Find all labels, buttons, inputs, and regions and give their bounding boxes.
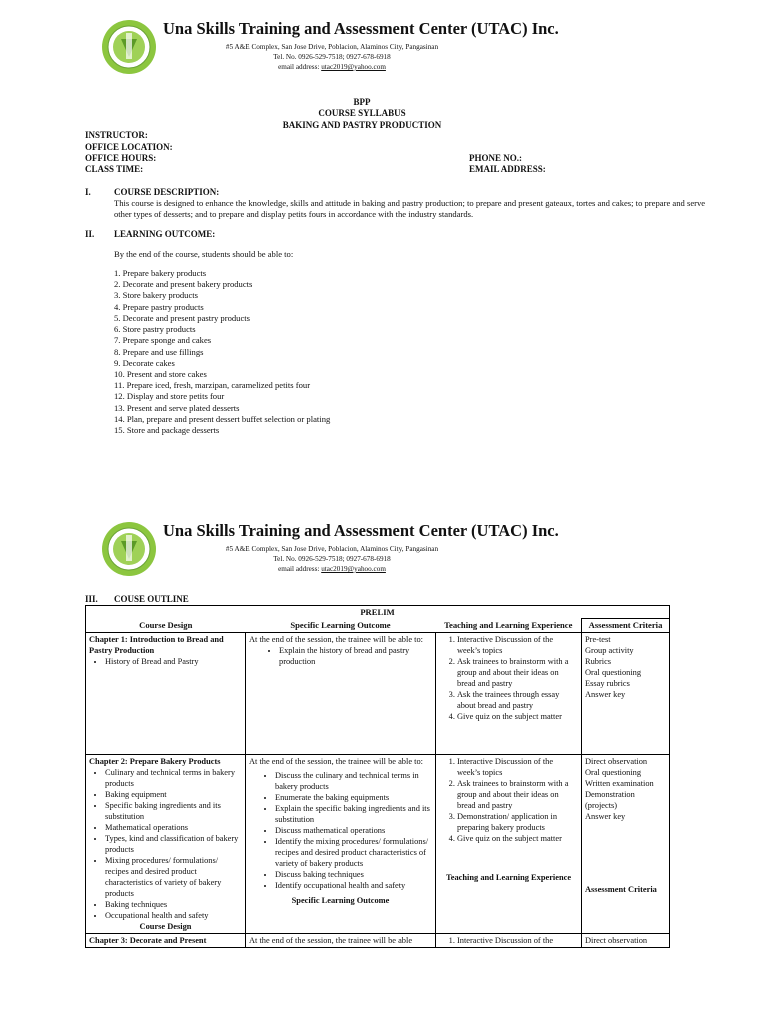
ch2-assessment [582, 755, 670, 934]
list-item: 13. Present and serve plated desserts [114, 403, 240, 413]
ch3-slo-intro: At the end of the session, the trainee will be able [246, 934, 436, 948]
list-item: 8. Prepare and use fillings [114, 347, 204, 357]
list-item: 3. Store bakery products [114, 290, 199, 300]
page1-header [0, 19, 768, 81]
table-row [86, 755, 670, 934]
email-label: email address: [278, 63, 322, 71]
repeat-header-slo: Specific Learning Outcome [291, 896, 390, 905]
ch1-title: Chapter 1: Introduction to Bread and Pastry Production [89, 635, 224, 655]
address: #5 A&E Complex, San Jose Drive, Poblacion, Alaminos City, Pangasinan [225, 43, 439, 51]
address: #5 A&E Complex, San Jose Drive, Poblacion, Alaminos City, Pangasinan [225, 545, 439, 553]
email-link[interactable]: utac2019@yahoo.com [321, 63, 386, 71]
email-address-label: EMAIL ADDRESS: [469, 164, 546, 174]
ch1-tle-item: 4. Give quiz on the subject matter [457, 711, 578, 722]
email-line [0, 63, 664, 71]
ch1-tle-item: 1. Interactive Discussion of the week’s topics [457, 634, 578, 656]
title-bpp: BPP [353, 97, 371, 107]
ch1-assessment-item: Rubrics [585, 657, 612, 666]
table-row [86, 633, 670, 755]
list-item: 1. Prepare bakery products [114, 268, 207, 278]
ch2-assessment-item: Written examination [585, 779, 654, 788]
ch2-assessment-item: Direct observation [585, 757, 648, 766]
ch3-tle [436, 934, 582, 948]
instructor-label: INSTRUCTOR: [85, 130, 148, 140]
header-row [86, 619, 670, 633]
table-row [86, 934, 670, 948]
section2-number: II. [85, 229, 95, 239]
list-item: 9. Decorate cakes [114, 358, 175, 368]
ch2-topic: • Baking techniques [105, 899, 242, 910]
ch1-assessment-item: Answer key [585, 690, 626, 699]
list-item: 2. Decorate and present bakery products [114, 279, 253, 289]
ch2-assessment-item: Oral questioning [585, 768, 642, 777]
ch1-assessment-item: Group activity [585, 646, 634, 655]
ch2-course-design [86, 755, 246, 934]
ch2-slo-item: • Discuss baking techniques [275, 869, 432, 880]
ch1-assessment [582, 633, 670, 755]
list-item: 11. Prepare iced, fresh, marzipan, caramelized petits four [114, 380, 311, 390]
class-time-label: CLASS TIME: [85, 164, 144, 174]
ch2-slo-item: • Discuss mathematical operations [275, 825, 432, 836]
title-syllabus: COURSE SYLLABUS [318, 108, 406, 118]
list-item: 5. Decorate and present pastry products [114, 313, 251, 323]
ch1-tle-item: 3. Ask the trainees through essay about bread and pastry [457, 689, 578, 711]
list-item: 15. Store and package desserts [114, 425, 220, 435]
repeat-header-tle: Teaching and Learning Experience [445, 873, 572, 882]
ch2-title: Chapter 2: Prepare Bakery Products [89, 757, 221, 766]
section3-heading: COUSE OUTLINE [114, 594, 189, 604]
ch1-course-design [86, 633, 246, 755]
section1-number: I. [85, 187, 91, 197]
ch2-topic: • Baking equipment [105, 789, 242, 800]
ch3-title: Chapter 3: Decorate and Present [86, 934, 246, 948]
org-name: Una Skills Training and Assessment Center (UTAC) Inc. [163, 19, 559, 38]
section3-number: III. [85, 594, 98, 604]
ch2-topic: • Mathematical operations [105, 822, 242, 833]
ch3-tle-item: 1. Interactive Discussion of the [457, 935, 578, 946]
ch2-slo-item: • Identify the mixing procedures/ formulations/ recipes and desired product characteristics of variety of bakery products [275, 836, 432, 869]
learning-outcome-intro: By the end of the course, students should be able to: [114, 249, 294, 259]
email-line [0, 565, 664, 573]
org-name: Una Skills Training and Assessment Center (UTAC) Inc. [163, 521, 559, 540]
tel: Tel. No. 0926-529-7518; 0927-678-6918 [273, 53, 391, 61]
ch2-slo-item: • Explain the specific baking ingredients and its substitution [275, 803, 432, 825]
col-header-slo: Specific Learning Outcome [246, 619, 436, 633]
ch2-slo-intro: At the end of the session, the trainee will be able to: [249, 757, 423, 766]
office-hours-label: OFFICE HOURS: [85, 153, 157, 163]
ch1-assessment-item: Oral questioning [585, 668, 642, 677]
term-label: PRELIM [86, 606, 670, 619]
col-header-tle: Teaching and Learning Experience [436, 619, 582, 633]
ch2-topic: • Types, kind and classification of bakery products [105, 833, 242, 855]
ch2-assessment-item: Demonstration (projects) [585, 790, 635, 810]
ch2-slo [246, 755, 436, 934]
ch2-assessment-item: Answer key [585, 812, 626, 821]
email-label: email address: [278, 565, 322, 573]
tel: Tel. No. 0926-529-7518; 0927-678-6918 [273, 555, 391, 563]
course-outline-table [85, 605, 670, 948]
ch1-tle [436, 633, 582, 755]
list-item: 7. Prepare sponge and cakes [114, 335, 212, 345]
title-course: BAKING AND PASTRY PRODUCTION [282, 120, 442, 130]
ch2-tle-item: 1. Interactive Discussion of the week’s topics [457, 756, 578, 778]
list-item: 4. Prepare pastry products [114, 302, 204, 312]
list-item: 6. Store pastry products [114, 324, 196, 334]
col-header-assessment: Assessment Criteria [582, 619, 670, 633]
ch2-tle-item: 3. Demonstration/ application in preparing bakery products [457, 811, 578, 833]
list-item: 14. Plan, prepare and present dessert buffet selection or plating [114, 414, 331, 424]
list-item: 10. Present and store cakes [114, 369, 207, 379]
term-row [86, 606, 670, 619]
section1-heading: COURSE DESCRIPTION: [114, 187, 220, 197]
ch1-slo-intro: At the end of the session, the trainee will be able to: [249, 635, 423, 644]
ch1-slo-item: • Explain the history of bread and pastry production [279, 645, 432, 667]
course-description: This course is designed to enhance the knowledge, skills and attitude in baking and pastry production; to prepare and present gateaux, tortes and cakes; to prepare and serve other types of desserts; and to prepare and display petits fours in accordance with the industry standards. [114, 198, 706, 219]
ch2-topic: • Specific baking ingredients and its substitution [105, 800, 242, 822]
ch2-topic: • Culinary and technical terms in bakery products [105, 767, 242, 789]
ch2-slo-item: • Identify occupational health and safety [275, 880, 432, 891]
phone-label: PHONE NO.: [469, 153, 522, 163]
email-link[interactable]: utac2019@yahoo.com [321, 565, 386, 573]
ch2-tle [436, 755, 582, 934]
office-location-label: OFFICE LOCATION: [85, 142, 173, 152]
page2-header [0, 521, 768, 583]
repeat-header-course-design: Course Design [139, 922, 192, 931]
repeat-header-assessment: Assessment Criteria [585, 885, 657, 894]
ch2-slo-item: • Enumerate the baking equipments [275, 792, 432, 803]
ch2-slo-item: • Discuss the culinary and technical terms in bakery products [275, 770, 432, 792]
list-item: 12. Display and store petits four [114, 391, 225, 401]
section2-heading: LEARNING OUTCOME: [114, 229, 216, 239]
ch2-tle-item: 2. Ask trainees to brainstorm with a group and about their ideas on bread and pastry [457, 778, 578, 811]
ch1-slo [246, 633, 436, 755]
ch1-topic: • History of Bread and Pastry [105, 656, 242, 667]
ch1-assessment-item: Pre-test [585, 635, 611, 644]
ch2-topic: • Occupational health and safety [105, 910, 242, 921]
ch2-topic: • Mixing procedures/ formulations/ recipes and desired product characteristics of variety of bakery products [105, 855, 242, 899]
ch1-tle-item: 2. Ask trainees to brainstorm with a group and about their ideas on bread and pastry [457, 656, 578, 689]
col-header-course-design: Course Design [86, 619, 246, 633]
ch2-tle-item: 4. Give quiz on the subject matter [457, 833, 578, 844]
ch3-assessment: Direct observation [582, 934, 670, 948]
ch1-assessment-item: Essay rubrics [585, 679, 630, 688]
